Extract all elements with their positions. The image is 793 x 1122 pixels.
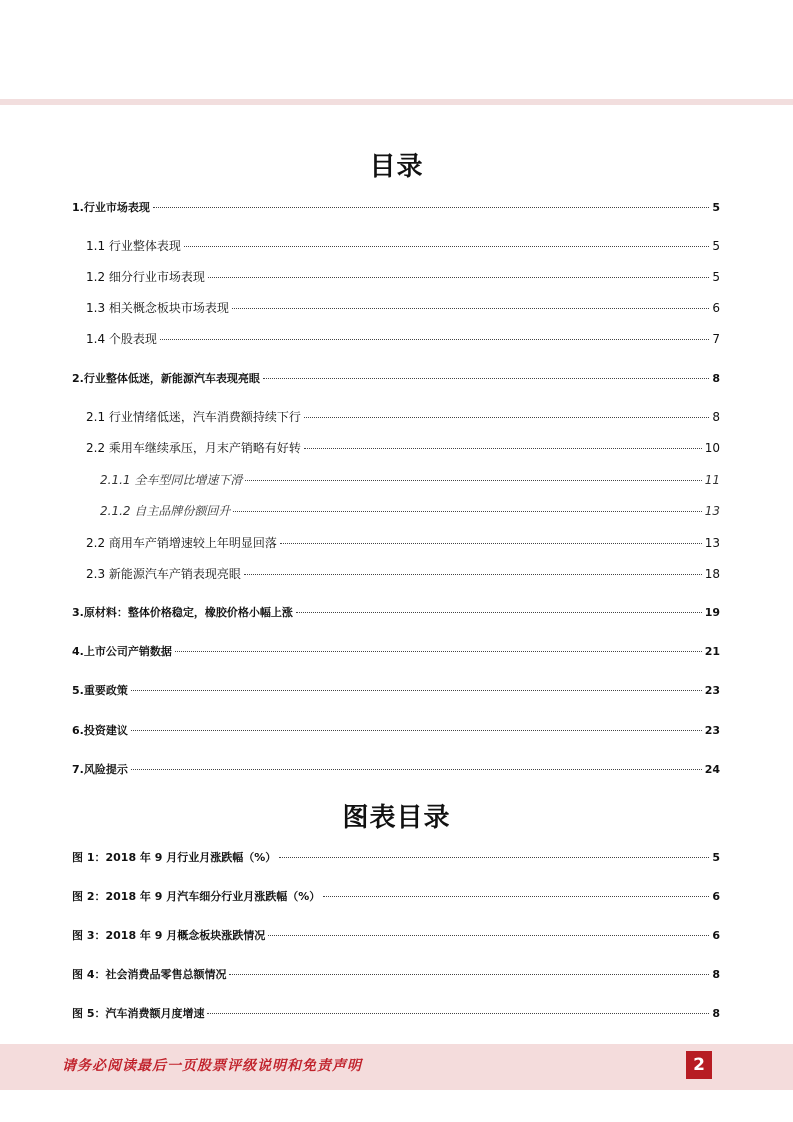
toc-entry-2-1-1[interactable]: 2.1.1 全车型同比增速下滑 11 bbox=[100, 473, 720, 487]
figure-entry-4[interactable]: 图 4：社会消费品零售总额情况 8 bbox=[72, 968, 720, 981]
figures-title: 图表目录 bbox=[342, 803, 451, 833]
toc-entry-5[interactable]: 5.重要政策 23 bbox=[72, 684, 720, 697]
toc-entry-1-1[interactable]: 1.1 行业整体表现 5 bbox=[86, 239, 720, 253]
figure-entry-1[interactable]: 图 1：2018 年 9 月行业月涨跌幅（%） 5 bbox=[72, 851, 720, 864]
toc-entry-6[interactable]: 6.投资建议 23 bbox=[72, 724, 720, 737]
toc-entry-2-2b[interactable]: 2.2 商用车产销增速较上年明显回落 13 bbox=[86, 536, 720, 550]
figure-entry-3[interactable]: 图 3：2018 年 9 月概念板块涨跌情况 6 bbox=[72, 929, 720, 942]
footer-disclaimer: 请务必阅读最后一页股票评级说明和免责声明 bbox=[62, 1058, 362, 1074]
toc-entry-1-2[interactable]: 1.2 细分行业市场表现 5 bbox=[86, 270, 720, 284]
toc-entry-1-3[interactable]: 1.3 相关概念板块市场表现 6 bbox=[86, 301, 720, 315]
toc-entry-4[interactable]: 4.上市公司产销数据 21 bbox=[72, 645, 720, 658]
toc-entry-3[interactable]: 3.原材料：整体价格稳定，橡胶价格小幅上涨 19 bbox=[72, 606, 720, 619]
toc-title: 目录 bbox=[369, 152, 424, 182]
toc-entry-1[interactable]: 1.行业市场表现 5 bbox=[72, 201, 720, 214]
toc-entry-1-4[interactable]: 1.4 个股表现 7 bbox=[86, 332, 720, 346]
toc-entry-2-3[interactable]: 2.3 新能源汽车产销表现亮眼 18 bbox=[86, 567, 720, 581]
toc-entry-2[interactable]: 2.行业整体低迷，新能源汽车表现亮眼 8 bbox=[72, 372, 720, 385]
figure-entry-2[interactable]: 图 2：2018 年 9 月汽车细分行业月涨跌幅（%） 6 bbox=[72, 890, 720, 903]
toc-entry-7[interactable]: 7.风险提示 24 bbox=[72, 763, 720, 776]
page-number: 2 bbox=[686, 1051, 712, 1079]
toc-entry-2-2[interactable]: 2.2 乘用车继续承压，月末产销略有好转 10 bbox=[86, 441, 720, 455]
toc-entry-2-1-2[interactable]: 2.1.2 自主品牌份额回升 13 bbox=[100, 504, 720, 518]
figure-entry-5[interactable]: 图 5：汽车消费额月度增速 8 bbox=[72, 1007, 720, 1020]
header-band bbox=[0, 99, 793, 105]
toc-entry-2-1[interactable]: 2.1 行业情绪低迷，汽车消费额持续下行 8 bbox=[86, 410, 720, 424]
